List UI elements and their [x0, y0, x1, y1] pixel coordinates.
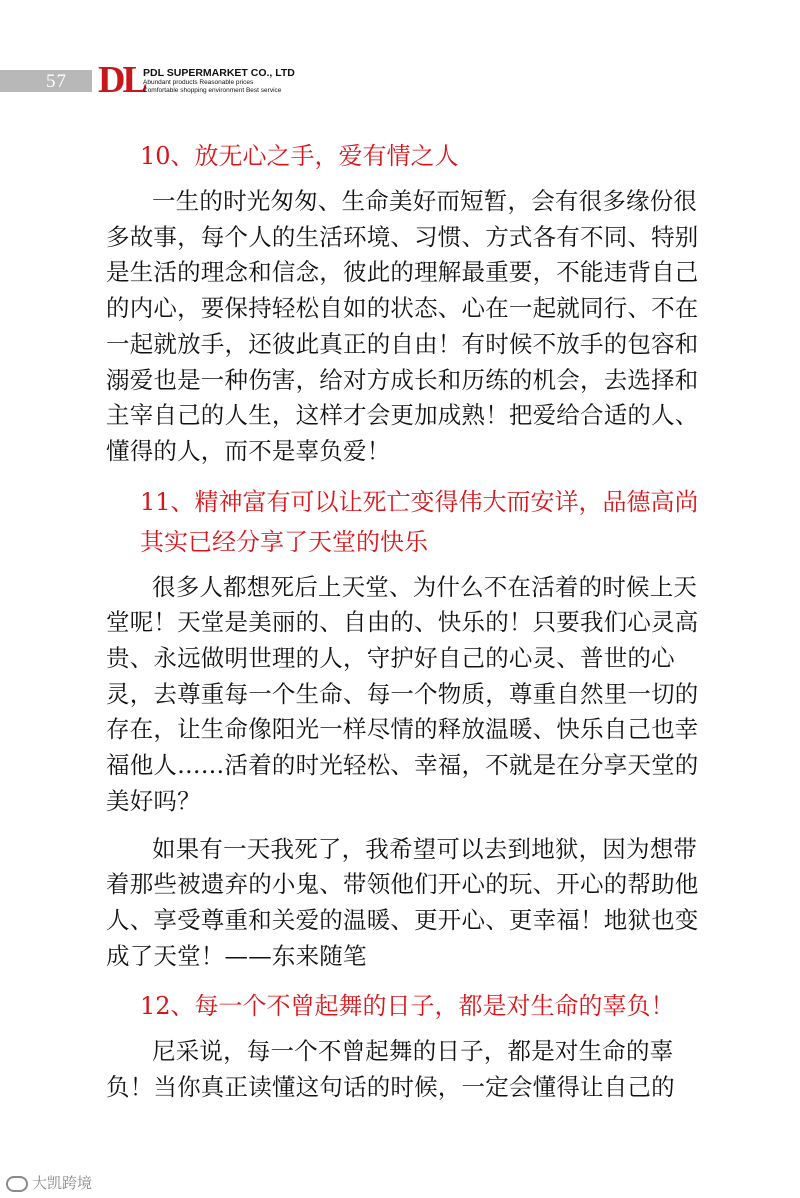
company-tagline-2: Comfortable shopping environment Best service	[143, 86, 282, 94]
company-logo-text	[143, 67, 295, 94]
company-tagline-1: Abundant products Reasonable prices	[143, 79, 254, 86]
section-11-paragraph-2: 如果有一天我死了，我希望可以去到地狱，因为想带着那些被遗弃的小鬼、带领他们开心的玩、开心的帮助他人、享受尊重和关爱的温暖、更开心、更幸福！地狱也变成了天堂！——东来随笔	[106, 834, 699, 970]
company-name: PDL SUPERMARKET CO., LTD	[143, 67, 295, 79]
section-10-paragraph-1: 一生的时光匆匆、生命美好而短暂，会有很多缘份很多故事，每个人的生活环境、习惯、方式各有不同、特别是生活的理念和信念，彼此的理解最重要，不能违背自己的内心，要保持轻松自如的状态、心在一起就同行、不在一起就放手，还彼此真正的自由！有时候不放手的包容和溺爱也是一种伤害，给对方成长和历练的机会，去选择和主宰自己的人生，这样才会更加成熟！把爱给合适的人、懂得的人，而不是辜负爱！	[106, 187, 699, 465]
section-12-paragraph-1: 尼采说，每一个不曾起舞的日子，都是对生命的辜负！当你真正读懂这句话的时候，一定会懂得让自己的	[106, 1037, 675, 1102]
watermark-icon	[6, 1176, 28, 1192]
section-heading-12: 12、每一个不曾起舞的日子，都是对生命的辜负！	[140, 992, 675, 1021]
watermark-text: 大凯跨境	[32, 1175, 93, 1192]
article-body	[106, 136, 706, 1106]
section-heading-11: 11、精神富有可以让死亡变得伟大而安详，品德高尚其实已经分享了天堂的快乐	[140, 487, 699, 556]
company-logo: DL	[98, 59, 145, 101]
section-heading-10: 10、放无心之手，爱有情之人	[140, 142, 459, 170]
watermark	[6, 1172, 92, 1193]
page-number: 57	[46, 71, 67, 92]
section-11-paragraph-1: 很多人都想死后上天堂、为什么不在活着的时候上天堂呢！天堂是美丽的、自由的、快乐的！只要我们心灵高贵、永远做明世理的人，守护好自己的心灵、普世的心灵，去尊重每一个生命、每一个物质，尊重自然里一切的存在，让生命像阳光一样尽情的释放温暖、快乐自己也幸福他人……活着的时光轻松、幸福，不就是在分享天堂的美好吗？	[106, 572, 699, 815]
